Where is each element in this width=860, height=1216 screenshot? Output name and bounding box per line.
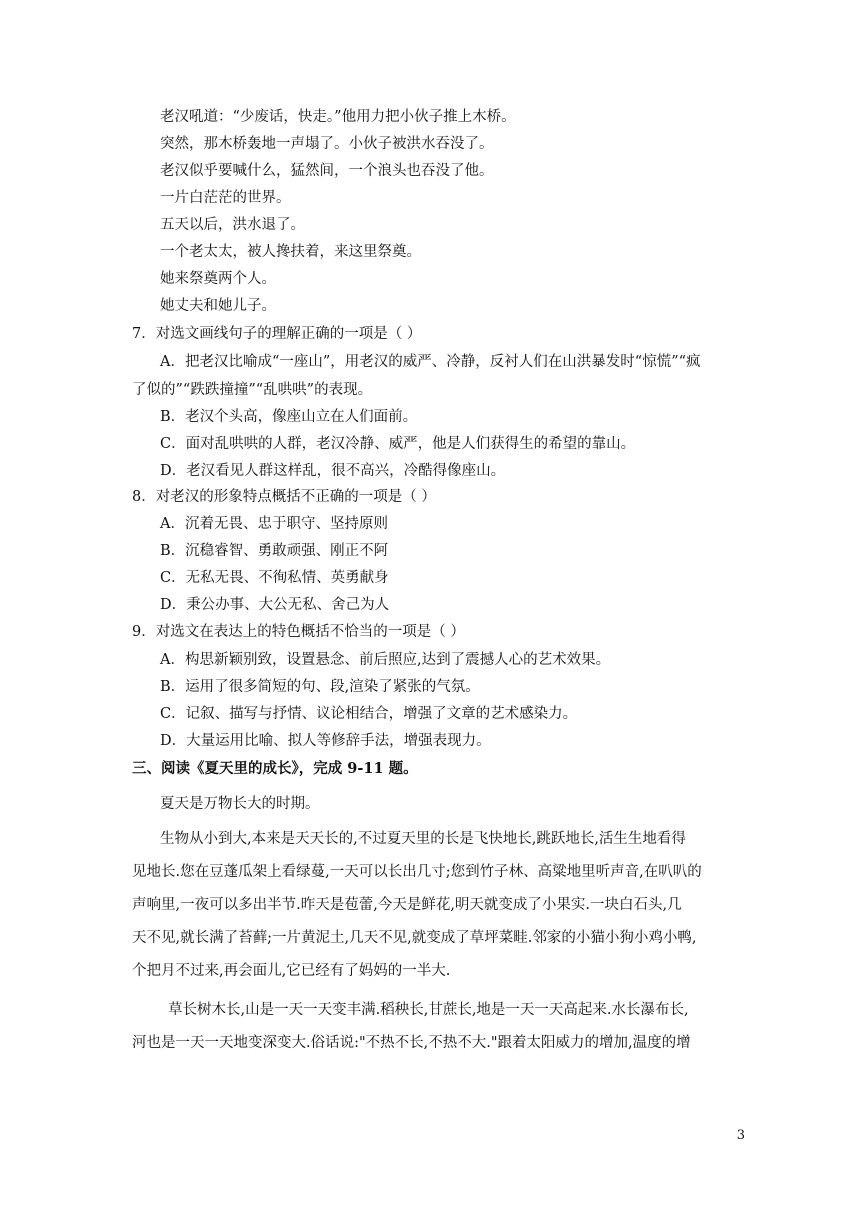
question-7-option-a: A．把老汉比喻成“一座山”，用老汉的威严、冷静，反衬人们在山洪暴发时“惊慌”“疯: [160, 354, 701, 370]
question-9-option-d: D．大量运用比喻、拟人等修辞手法，增强表现力。: [160, 733, 491, 749]
question-8-option-a: A．沉着无畏、忠于职守、坚持原则: [160, 516, 388, 532]
question-7-stem: 7．对选文画线句子的理解正确的一项是（ ）: [132, 326, 422, 342]
story-line: 一个老太太，被人搀扶着，来这里祭奠。: [160, 244, 421, 260]
story-line: 她丈夫和她儿子。: [160, 298, 276, 314]
question-8-stem: 8．对老汉的形象特点概括不正确的一项是（ ）: [132, 489, 436, 505]
question-7-option-d: D．老汉看见人群这样乱，很不高兴，冷酷得像座山。: [160, 463, 506, 479]
story-line: 五天以后，洪水退了。: [160, 217, 305, 233]
paragraph-2-line: 天不见,就长满了苔藓;一片黄泥土,几天不见,就变成了草坪菜畦.邻家的小猫小狗小鸡小鸭,: [132, 930, 697, 946]
paragraph-3-line: 河也是一天一天地变深变大.俗话说:"不热不长,不热不大."跟着太阳威力的增加,温度的增: [132, 1035, 691, 1051]
question-7-option-c: C．面对乱哄哄的人群，老汉冷静、威严，他是人们获得生的希望的靠山。: [160, 436, 636, 452]
question-8-option-b: B．沉稳睿智、勇敢顽强、刚正不阿: [160, 543, 389, 559]
question-8-option-c: C．无私无畏、不徇私情、英勇献身: [160, 570, 389, 586]
question-9-option-c: C．记叙、描写与抒情、议论相结合，增强了文章的艺术感染力。: [160, 706, 578, 722]
story-line: 她来祭奠两个人。: [160, 271, 276, 287]
paragraph-2-line: 生物从小到大,本来是天天长的,不过夏天里的长是飞快地长,跳跃地长,活生生地看得: [160, 831, 686, 847]
question-9-stem: 9．对选文在表达上的特色概括不恰当的一项是（ ）: [132, 624, 465, 640]
section-heading: 三、阅读《夏天里的成长》，完成 9-11 题。: [132, 760, 418, 777]
page-number: 3: [736, 1128, 745, 1143]
question-9-option-a: A．构思新颖别致，设置悬念、前后照应,达到了震撼人心的艺术效果。: [160, 652, 611, 668]
paragraph-1: 夏天是万物长大的时期。: [160, 796, 320, 812]
story-line: 突然，那木桥轰地一声塌了。小伙子被洪水吞没了。: [160, 136, 494, 152]
paragraph-3-line: 草长树木长,山是一天一天变丰满.稻秧长,甘蔗长,地是一天一天高起来.水长瀑布长,: [168, 1002, 689, 1018]
story-line: 一片白茫茫的世界。: [160, 190, 291, 206]
story-line: 老汉吼道：“少废话，快走。”他用力把小伙子推上木桥。: [160, 109, 516, 125]
paragraph-2-line: 声响里,一夜可以多出半节.昨天是苞蕾,今天是鲜花,明天就变成了小果实.一块白石头,几: [132, 897, 682, 913]
question-8-option-d: D．秉公办事、大公无私、舍己为人: [160, 597, 390, 613]
paragraph-2-line: 个把月不过来,再会面儿,它已经有了妈妈的一半大.: [132, 963, 451, 979]
question-7-option-b: B．老汉个头高，像座山立在人们面前。: [160, 409, 418, 425]
question-9-option-b: B．运用了很多简短的句、段,渲染了紧张的气氛。: [160, 679, 480, 695]
paragraph-2-line: 见地长.您在豆蓬瓜架上看绿蔓,一天可以长出几寸;您到竹子林、高粱地里听声音,在叭叭的: [132, 864, 702, 880]
story-line: 老汉似乎要喊什么，猛然间，一个浪头也吞没了他。: [160, 163, 494, 179]
question-7-option-a-cont: 了似的”“跌跌撞撞”“乱哄哄”的表现。: [132, 382, 373, 398]
